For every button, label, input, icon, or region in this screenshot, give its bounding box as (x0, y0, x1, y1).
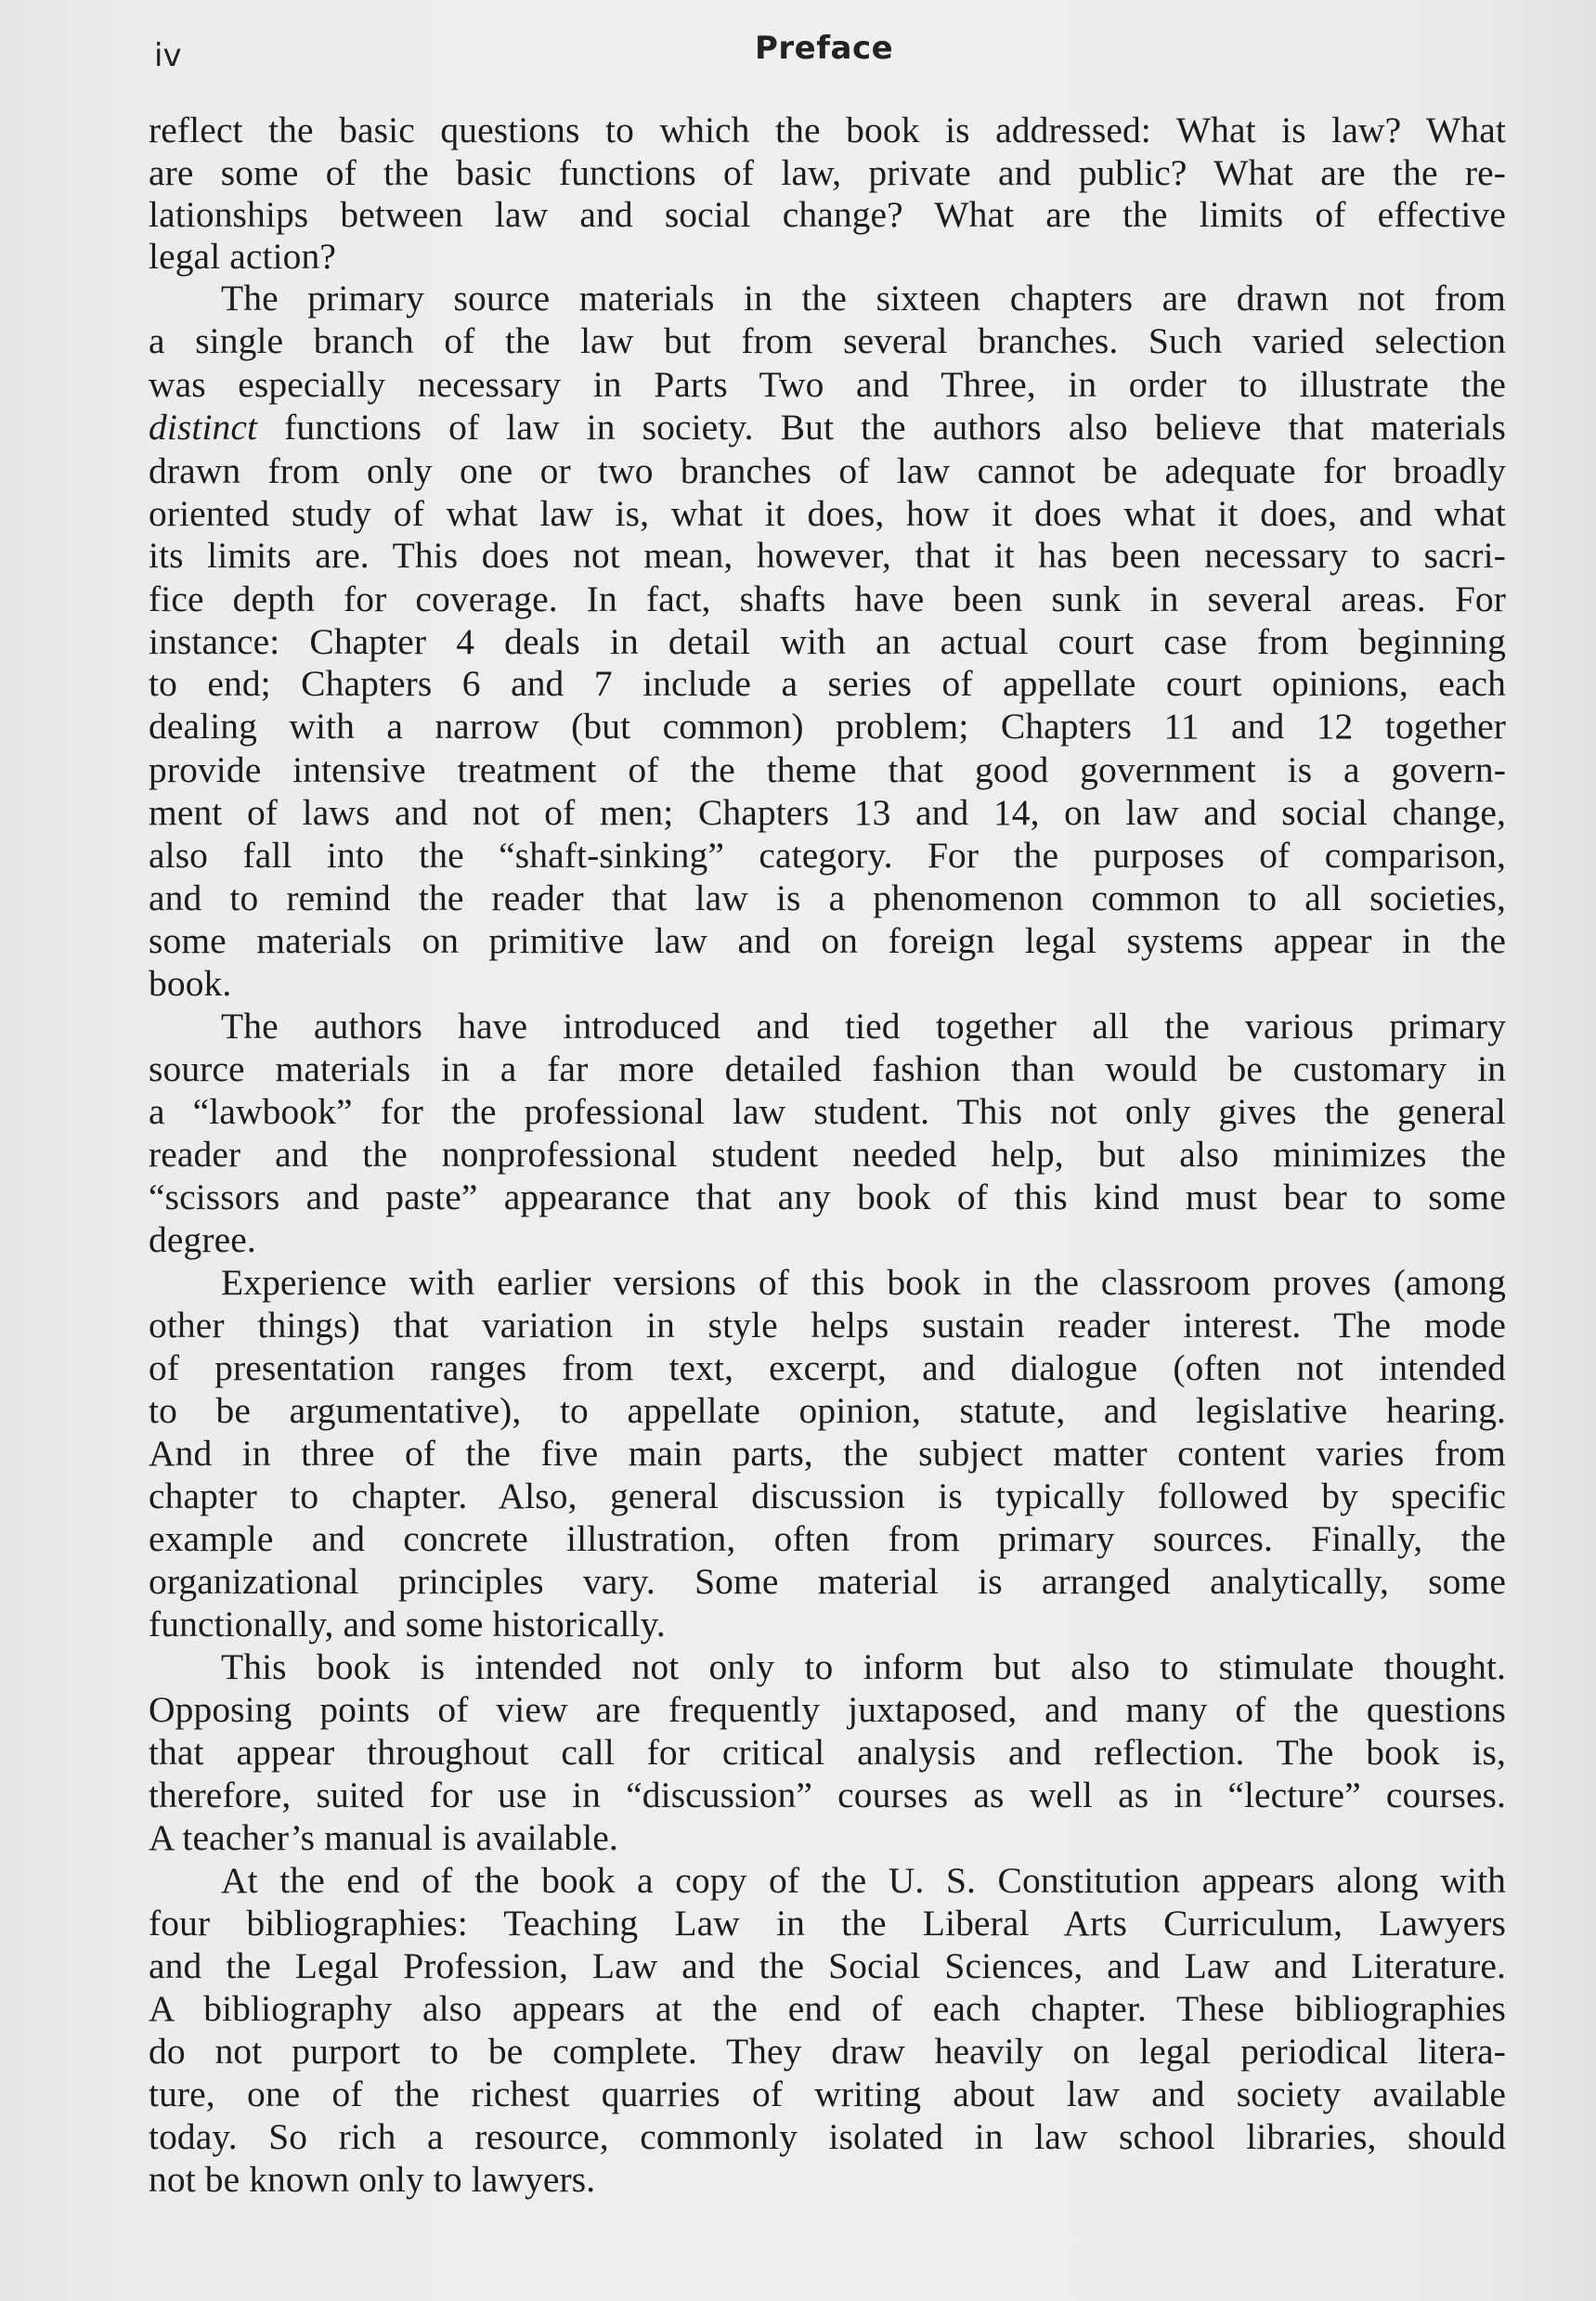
line-text: The authors have introduced and tied together all the various primary (221, 1006, 1506, 1046)
line-text: do not purport to be complete. They draw heavily on legal periodical litera- (149, 2031, 1506, 2072)
text-line (149, 1987, 1506, 2030)
text-line (149, 1304, 1506, 1346)
text-line (149, 1047, 1506, 1090)
line-text: example and concrete illustration, often from primary sources. Finally, the (149, 1518, 1506, 1559)
line-text: to end; Chapters 6 and 7 include a series of appellate court opinions, each (149, 663, 1506, 704)
line-text: And in three of the five main parts, the subject matter content varies from (149, 1433, 1506, 1474)
text-line (149, 1816, 1506, 1859)
line-text: dealing with a narrow (but common) problem; Chapters 11 and 12 together (149, 706, 1506, 747)
text-line (149, 620, 1506, 663)
line-text: A bibliography also appears at the end of each chapter. These bibliographies (149, 1988, 1506, 2029)
text-line (149, 1645, 1506, 1688)
text-line (149, 235, 1506, 278)
line-text: and the Legal Profession, Law and the Social Sciences, and Law and Literature. (149, 1945, 1506, 1986)
text-line (149, 1944, 1506, 1987)
line-text: fice depth for coverage. In fact, shafts have been sunk in several areas. For (149, 578, 1506, 619)
line-text: ment of laws and not of men; Chapters 13 and 14, on law and social change, (149, 792, 1506, 833)
line-text: a “lawbook” for the professional law student. This not only gives the general (149, 1091, 1506, 1132)
text-line (149, 193, 1506, 236)
text-line (149, 1261, 1506, 1304)
text-line (149, 109, 1506, 151)
line-text: not be known only to lawyers. (149, 2159, 596, 2200)
text-line (149, 1475, 1506, 1517)
text-line (149, 2115, 1506, 2158)
text-line (149, 1432, 1506, 1475)
line-text: also fall into the “shaft-sinking” category. For the purposes of comparison, (149, 835, 1506, 876)
text-line (149, 1688, 1506, 1731)
text-line (149, 1902, 1506, 1944)
text-line (149, 2158, 1506, 2201)
line-text: are some of the basic functions of law, private and public? What are the re- (149, 152, 1506, 193)
text-line (149, 406, 1506, 448)
line-text: functionally, and some historically. (149, 1604, 666, 1644)
line-text: chapter to chapter. Also, general discussion is typically followed by specific (149, 1476, 1506, 1516)
text-line (149, 534, 1506, 577)
text-line (149, 877, 1506, 919)
text-line (149, 791, 1506, 834)
text-line (149, 834, 1506, 877)
text-line (149, 1603, 1506, 1645)
line-text: Opposing points of view are frequently juxtaposed, and many of the questions (149, 1689, 1506, 1730)
text-line (149, 662, 1506, 705)
text-line (149, 1133, 1506, 1176)
line-text: instance: Chapter 4 deals in detail with an actual court case from beginning (149, 621, 1506, 662)
line-text: functions of law in society. But the authors also believe that materials (257, 407, 1506, 448)
line-text: book. (149, 963, 232, 1004)
line-text: was especially necessary in Parts Two and Three, in order to illustrate the (149, 364, 1506, 405)
line-text: to be argumentative), to appellate opinion, statute, and legislative hearing. (149, 1390, 1506, 1431)
line-text: of presentation ranges from text, excerpt, and dialogue (often not intended (149, 1347, 1506, 1388)
line-text: reader and the nonprofessional student needed help, but also minimizes the (149, 1134, 1506, 1175)
text-line (149, 2073, 1506, 2115)
running-title: Preface (755, 30, 894, 67)
line-text: The primary source materials in the sixteen chapters are drawn not from (221, 278, 1506, 318)
line-text: other things) that variation in style helps sustain reader interest. The mode (149, 1305, 1506, 1346)
emphasis-text: distinct (149, 407, 258, 448)
text-line (149, 1774, 1506, 1816)
line-text: and to remind the reader that law is a phenomenon common to all societies, (149, 878, 1506, 918)
text-line (149, 1560, 1506, 1603)
text-line (149, 1005, 1506, 1047)
line-text: drawn from only one or two branches of law cannot be adequate for broadly (149, 450, 1506, 491)
line-text: reflect the basic questions to which the book is addressed: What is law? What (149, 110, 1506, 150)
line-text: This book is intended not only to inform but also to stimulate thought. (221, 1646, 1506, 1687)
line-text: its limits are. This does not mean, however, that it has been necessary to sacri- (149, 535, 1506, 576)
line-text: therefore, suited for use in “discussion” courses as well as in “lecture” courses. (149, 1774, 1506, 1815)
line-text: ture, one of the richest quarries of writing about law and society available (149, 2074, 1506, 2114)
line-text: legal action? (149, 236, 336, 277)
line-text: some materials on primitive law and on foreign legal systems appear in the (149, 920, 1506, 961)
text-line (149, 363, 1506, 406)
line-text: that appear throughout call for critical analysis and reflection. The book is, (149, 1732, 1506, 1773)
text-line (149, 1346, 1506, 1389)
line-text: “scissors and paste” appearance that any book of this kind must bear to some (149, 1176, 1506, 1217)
text-line (149, 748, 1506, 791)
text-line (149, 919, 1506, 962)
text-line (149, 578, 1506, 620)
text-line (149, 1176, 1506, 1218)
running-head (154, 28, 1510, 84)
text-line (149, 492, 1506, 535)
text-line (149, 277, 1506, 319)
text-line (149, 705, 1506, 748)
line-text: Experience with earlier versions of this book in the classroom proves (among (221, 1262, 1506, 1303)
line-text: organizational principles vary. Some material is arranged analytically, some (149, 1561, 1506, 1602)
line-text: today. So rich a resource, commonly isolated in law school libraries, should (149, 2116, 1506, 2157)
text-line (149, 2030, 1506, 2073)
text-line (149, 1090, 1506, 1133)
text-line (149, 1218, 1506, 1261)
text-line (149, 1731, 1506, 1774)
text-line (149, 1389, 1506, 1432)
text-line (149, 151, 1506, 194)
line-text: oriented study of what law is, what it does, how it does what it does, and what (149, 493, 1506, 534)
line-text: At the end of the book a copy of the U. S. Constitution appears along with (221, 1860, 1506, 1901)
page-number: iv (154, 37, 182, 74)
text-line (149, 319, 1506, 362)
text-line (149, 1517, 1506, 1560)
text-line (149, 962, 1506, 1005)
line-text: degree. (149, 1219, 256, 1260)
line-text: lationships between law and social change? What are the limits of effective (149, 194, 1506, 235)
line-text: source materials in a far more detailed fashion than would be customary in (149, 1048, 1506, 1089)
line-text: four bibliographies: Teaching Law in the Liberal Arts Curriculum, Lawyers (149, 1903, 1506, 1944)
text-line (149, 1859, 1506, 1902)
line-text: a single branch of the law but from several branches. Such varied selection (149, 320, 1506, 361)
line-text: A teacher’s manual is available. (149, 1817, 618, 1858)
text-line (149, 449, 1506, 492)
line-text: provide intensive treatment of the theme that good government is a govern- (149, 749, 1506, 790)
